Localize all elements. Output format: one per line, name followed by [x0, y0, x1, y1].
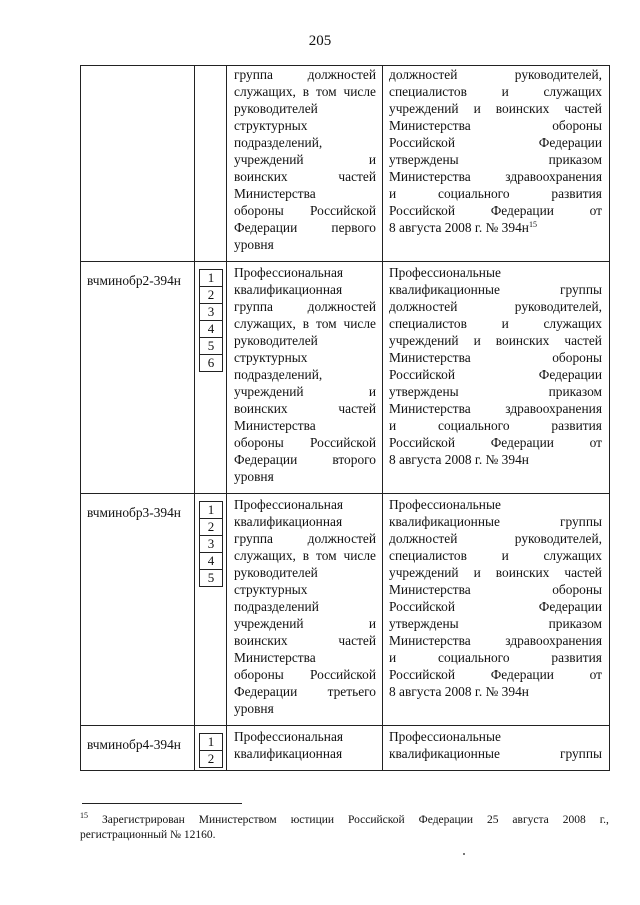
- position-code: вчминобр3-394н: [81, 494, 195, 726]
- group-name-line: уровня: [234, 469, 274, 484]
- group-name-line: группа должностей: [234, 67, 376, 82]
- description-line: квалификационные группы: [389, 746, 602, 761]
- footnote: [80, 813, 609, 843]
- description-line: специалистов и служащих: [389, 84, 602, 99]
- group-name-line: группа должностей: [234, 531, 376, 546]
- description-line: Российской Федерации от: [389, 203, 602, 218]
- description-line: учреждений и воинских частей: [389, 333, 602, 348]
- group-description: [383, 66, 610, 262]
- description-line: учреждений и воинских частей: [389, 565, 602, 580]
- level-number: 3: [199, 535, 223, 553]
- group-name-line: Профессиональная: [234, 265, 344, 280]
- group-name-line: Федерации второго: [234, 452, 376, 467]
- group-name-line: структурных: [234, 118, 308, 133]
- description-line: и социального развития: [389, 418, 602, 433]
- qualification-levels: [195, 66, 227, 262]
- description-line: утверждены приказом: [389, 152, 602, 167]
- group-name-line: подразделений,: [234, 135, 323, 150]
- group-name-line: служащих, в том числе: [234, 84, 376, 99]
- position-code: вчминобр4-394н: [81, 726, 195, 771]
- page-number: 205: [308, 33, 332, 49]
- level-number: 4: [199, 552, 223, 570]
- description-line: Министерства обороны: [389, 350, 602, 365]
- description-line: должностей руководителей,: [389, 299, 602, 314]
- description-line: специалистов и служащих: [389, 548, 602, 563]
- group-name: [227, 262, 383, 494]
- group-name-line: уровня: [234, 237, 274, 252]
- position-code: [81, 66, 195, 262]
- level-number: 1: [199, 501, 223, 519]
- group-name-line: уровня: [234, 701, 274, 716]
- group-name-line: Профессиональная: [234, 497, 344, 512]
- qualification-levels: [195, 494, 227, 726]
- table-row: [81, 262, 610, 494]
- group-name-line: Министерства: [234, 186, 316, 201]
- description-line: Профессиональные: [389, 729, 501, 744]
- group-name: [227, 726, 383, 771]
- group-description: [383, 262, 610, 494]
- description-line: 8 августа 2008 г. № 394н: [389, 684, 529, 699]
- group-name-line: учреждений и: [234, 152, 376, 167]
- group-name-line: обороны Российской: [234, 203, 376, 218]
- group-name-line: структурных: [234, 582, 308, 597]
- description-line: утверждены приказом: [389, 384, 602, 399]
- table-row: [81, 726, 610, 771]
- group-name-line: подразделений: [234, 599, 319, 614]
- group-name-line: руководителей: [234, 333, 318, 348]
- level-number: 5: [199, 337, 223, 355]
- level-number: 3: [199, 303, 223, 321]
- level-number: 2: [199, 286, 223, 304]
- group-description: [383, 494, 610, 726]
- level-number: 2: [199, 518, 223, 536]
- group-name-line: Министерства: [234, 650, 316, 665]
- group-name-line: учреждений и: [234, 616, 376, 631]
- group-name-line: квалификационная: [234, 282, 343, 297]
- description-line: Министерства обороны: [389, 118, 602, 133]
- description-line: Профессиональные: [389, 265, 501, 280]
- group-name-line: руководителей: [234, 565, 318, 580]
- level-number: 1: [199, 733, 223, 751]
- level-number: 4: [199, 320, 223, 338]
- description-line: Российской Федерации: [389, 367, 602, 382]
- group-name-line: группа должностей: [234, 299, 376, 314]
- table-row: [81, 66, 610, 262]
- qualification-levels: [195, 262, 227, 494]
- description-line: квалификационные группы: [389, 514, 602, 529]
- table-row: [81, 494, 610, 726]
- group-name-line: подразделений,: [234, 367, 323, 382]
- group-name-line: служащих, в том числе: [234, 316, 376, 331]
- footnote-line-2: регистрационный № 12160.: [80, 829, 216, 841]
- description-line: Профессиональные: [389, 497, 501, 512]
- description-line: квалификационные группы: [389, 282, 602, 297]
- description-line: Министерства здравоохранения: [389, 401, 602, 416]
- group-name-line: учреждений и: [234, 384, 376, 399]
- description-line: утверждены приказом: [389, 616, 602, 631]
- description-line: 8 августа 2008 г. № $394н^{15}$: [389, 220, 537, 235]
- level-number: 2: [199, 750, 223, 768]
- description-line: должностей руководителей,: [389, 531, 602, 546]
- classification-table: [80, 65, 610, 771]
- group-name-line: воинских частей: [234, 633, 376, 648]
- group-name-line: воинских частей: [234, 169, 376, 184]
- scan-speck: [463, 853, 465, 855]
- level-number: 1: [199, 269, 223, 287]
- qualification-levels: [195, 726, 227, 771]
- description-line: специалистов и служащих: [389, 316, 602, 331]
- description-line: и социального развития: [389, 650, 602, 665]
- position-code: вчминобр2-394н: [81, 262, 195, 494]
- group-name-line: воинских частей: [234, 401, 376, 416]
- level-number: 6: [199, 354, 223, 372]
- footnote-reference: 15: [528, 220, 537, 229]
- description-line: Министерства здравоохранения: [389, 633, 602, 648]
- group-name-line: квалификационная: [234, 514, 343, 529]
- group-name: [227, 66, 383, 262]
- description-line: должностей руководителей,: [389, 67, 602, 82]
- description-line: Российской Федерации от: [389, 435, 602, 450]
- footnote-divider: [82, 803, 242, 804]
- description-line: учреждений и воинских частей: [389, 101, 602, 116]
- description-line: Министерства здравоохранения: [389, 169, 602, 184]
- group-name-line: Профессиональная: [234, 729, 344, 744]
- group-name: [227, 494, 383, 726]
- description-line: Российской Федерации: [389, 135, 602, 150]
- description-line: Российской Федерации от: [389, 667, 602, 682]
- group-name-line: обороны Российской: [234, 435, 376, 450]
- group-description: [383, 726, 610, 771]
- description-line: 8 августа 2008 г. № 394н: [389, 452, 529, 467]
- description-line: и социального развития: [389, 186, 602, 201]
- group-name-line: квалификационная: [234, 746, 343, 761]
- group-name-line: Федерации первого: [234, 220, 376, 235]
- footnote-number: 15: [80, 811, 88, 820]
- description-line: Российской Федерации: [389, 599, 602, 614]
- level-number: 5: [199, 569, 223, 587]
- group-name-line: служащих, в том числе: [234, 548, 376, 563]
- group-name-line: Федерации третьего: [234, 684, 376, 699]
- description-line: Министерства обороны: [389, 582, 602, 597]
- group-name-line: Министерства: [234, 418, 316, 433]
- group-name-line: обороны Российской: [234, 667, 376, 682]
- group-name-line: руководителей: [234, 101, 318, 116]
- group-name-line: структурных: [234, 350, 308, 365]
- footnote-line-1: $^{15}$ Зарегистрирован Министерством юстиции Российской Федерации 25 августа 2008 г.,: [80, 811, 609, 826]
